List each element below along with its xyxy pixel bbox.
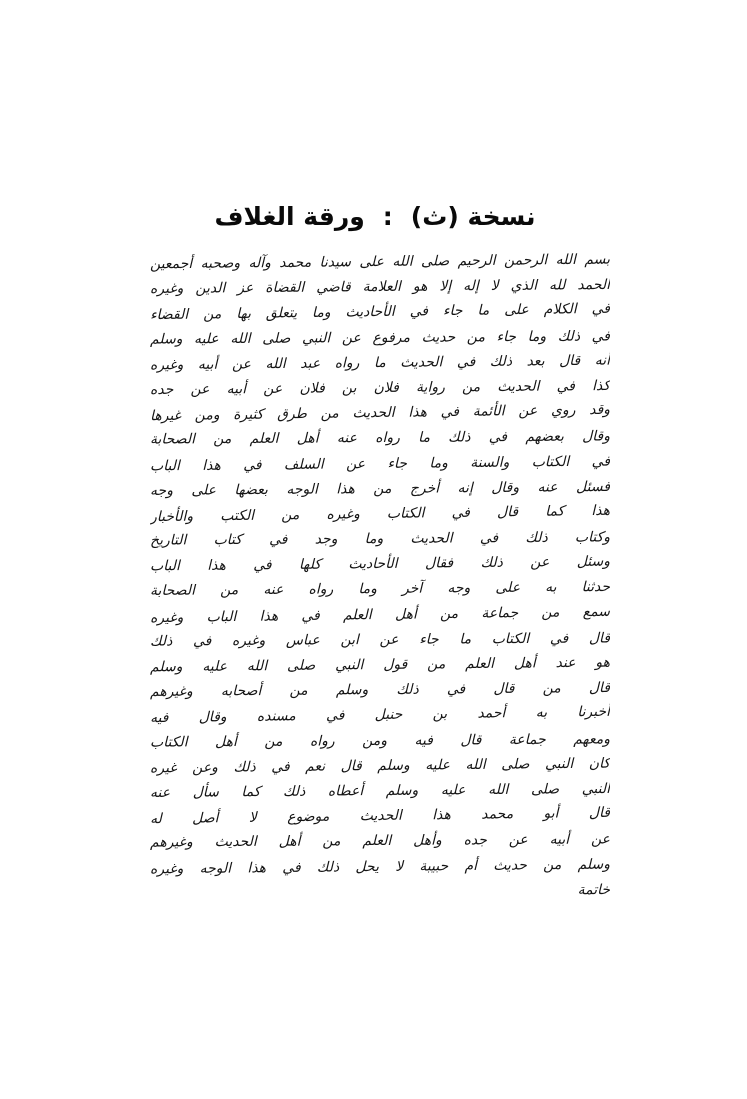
manuscript-line: الحمد لله الذي لا إله إلا هو العلامة قاضي القضاة عز الدين وغيره xyxy=(149,277,611,298)
manuscript-line: سمع من جماعة من أهل العلم في هذا الباب وغيره xyxy=(149,603,611,626)
manuscript-line: خاتمة xyxy=(577,881,611,898)
manuscript-line: حدثنا به على وجه آخر وما رواه عنه من الصحابة xyxy=(149,579,611,600)
manuscript-line: كذا في الحديث من رواية فلان بن فلان عن أبيه عن جده xyxy=(149,377,611,398)
manuscript-line: بسم الله الرحمن الرحيم صلى الله على سيدنا محمد وآله وصحبه أجمعين xyxy=(149,251,611,273)
manuscript-text-block xyxy=(150,250,610,975)
manuscript-line: قال من قال في ذلك وسلم من أصحابه وغيرهم xyxy=(149,680,611,701)
manuscript-line: في ذلك وما جاء من حديث مرفوع عن النبي صلى الله عليه وسلم xyxy=(149,327,611,348)
manuscript-line: ومعهم جماعة قال فيه ومن رواه من أهل الكتاب xyxy=(149,730,611,751)
heading-title: نسخة (ث) xyxy=(410,202,536,231)
manuscript-line: وقد روي عن الأئمة في هذا الحديث من طرق كثيرة ومن غيرها xyxy=(149,401,611,425)
manuscript-line: أخبرنا به أحمد بن حنبل في مسنده وقال فيه xyxy=(149,704,611,727)
manuscript-line: هذا كما قال في الكتاب وغيره من الكتب والأخبار xyxy=(149,502,611,526)
heading-separator: : xyxy=(382,202,393,231)
manuscript-line: عن أبيه عن جده وأهل العلم من أهل الحديث وغيرهم xyxy=(149,831,611,851)
manuscript-line: وقال بعضهم في ذلك ما رواه عنه أهل العلم من الصحابة xyxy=(149,428,611,448)
manuscript-line: في الكتاب والسنة وما جاء عن السلف في هذا الباب xyxy=(149,453,611,474)
page-heading xyxy=(150,192,600,242)
heading-subtitle: ورقة الغلاف xyxy=(214,202,365,231)
manuscript-line: النبي صلى الله عليه وسلم أعطاه ذلك كما سأل عنه xyxy=(149,780,611,801)
manuscript-line: أنه قال بعد ذلك في الحديث ما رواه عبد الله عن أبيه وغيره xyxy=(149,352,611,374)
manuscript-line: قال أبو محمد هذا الحديث موضوع لا أصل له xyxy=(149,804,611,828)
manuscript-line: وكتاب ذلك في الحديث وما وجد في كتاب التاريخ xyxy=(149,529,611,549)
manuscript-line: في الكلام على ما جاء في الأحاديث وما يتعلق بها من القضاء xyxy=(149,301,611,324)
manuscript-line: وسلم من حديث أم حبيبة لا يحل ذلك في هذا الوجه وغيره xyxy=(149,856,611,877)
manuscript-line: فسئل عنه وقال إنه أخرج من هذا الوجه بعضها على وجه xyxy=(149,478,611,499)
manuscript-line: قال في الكتاب ما جاء عن ابن عباس وغيره في ذلك xyxy=(149,630,611,650)
manuscript-line: هو عند أهل العلم من قول النبي صلى الله عليه وسلم xyxy=(149,654,611,676)
manuscript-line: كان النبي صلى الله عليه وسلم قال نعم في ذلك وعن غيره xyxy=(149,755,611,777)
manuscript-line: وسئل عن ذلك فقال الأحاديث كلها في هذا الباب xyxy=(149,553,611,575)
